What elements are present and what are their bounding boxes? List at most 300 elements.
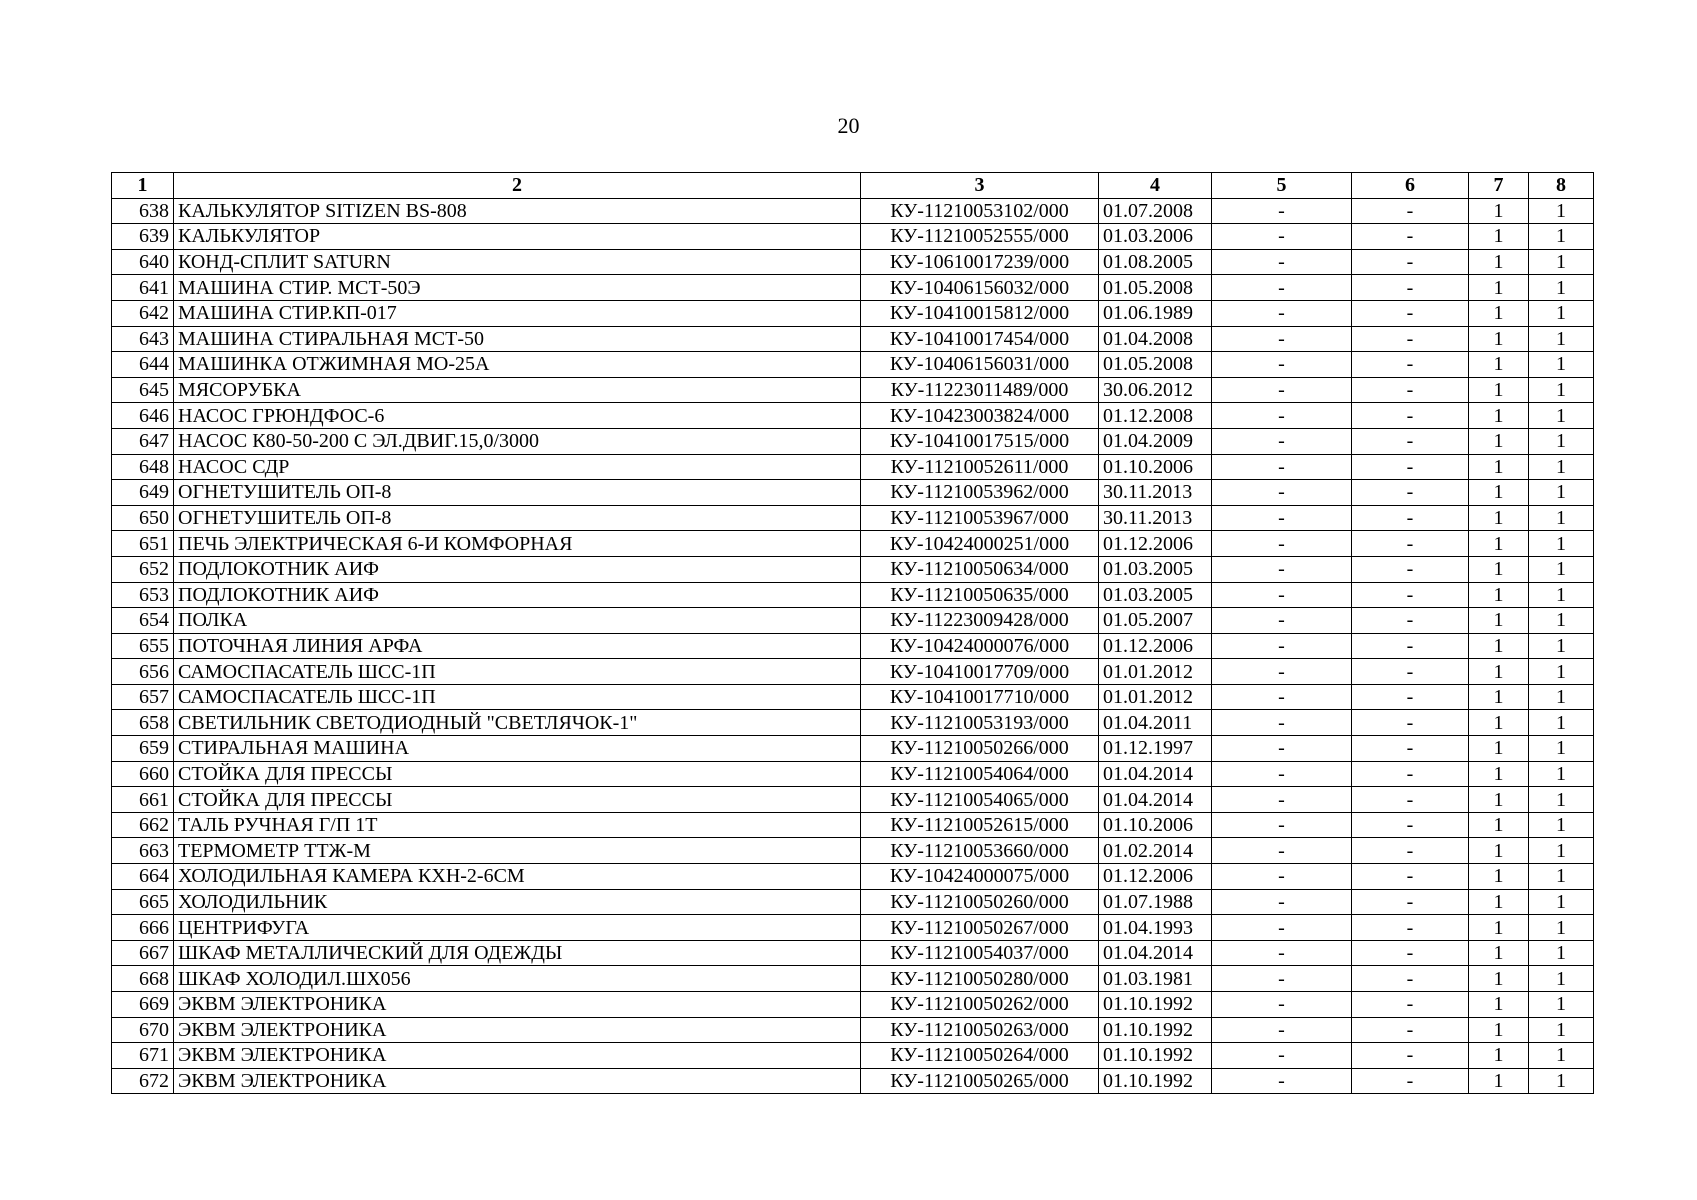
item-name: САМОСПАСАТЕЛЬ ШСС-1П [174, 684, 861, 710]
date-cell: 01.03.2005 [1099, 582, 1212, 608]
col-5-cell: - [1212, 889, 1352, 915]
col-6-cell: - [1352, 275, 1469, 301]
col-7-cell: 1 [1469, 659, 1529, 685]
col-7-cell: 1 [1469, 761, 1529, 787]
col-5-cell: - [1212, 710, 1352, 736]
inventory-code: КУ-10410015812/000 [861, 300, 1099, 326]
row-number: 640 [112, 249, 174, 275]
col-8-cell: 1 [1529, 1068, 1594, 1094]
table-row [112, 838, 1594, 864]
row-number: 641 [112, 275, 174, 301]
inventory-code: КУ-11210053962/000 [861, 480, 1099, 506]
inventory-code: КУ-11210050264/000 [861, 1043, 1099, 1069]
col-5-cell: - [1212, 966, 1352, 992]
inventory-code: КУ-11210052555/000 [861, 224, 1099, 250]
inventory-code: КУ-11210050262/000 [861, 992, 1099, 1018]
date-cell: 01.12.2006 [1099, 633, 1212, 659]
row-number: 653 [112, 582, 174, 608]
table-header [112, 173, 1594, 199]
inventory-code: КУ-10424000251/000 [861, 531, 1099, 557]
date-cell: 01.04.2014 [1099, 787, 1212, 813]
inventory-code: КУ-11210050634/000 [861, 556, 1099, 582]
col-8-cell: 1 [1529, 608, 1594, 634]
col-5-cell: - [1212, 659, 1352, 685]
item-name: ПЕЧЬ ЭЛЕКТРИЧЕСКАЯ 6-И КОМФОРНАЯ [174, 531, 861, 557]
date-cell: 01.04.2011 [1099, 710, 1212, 736]
column-header-7: 7 [1469, 173, 1529, 199]
item-name: ШКАФ ХОЛОДИЛ.ШХ056 [174, 966, 861, 992]
item-name: ПОТОЧНАЯ ЛИНИЯ АРФА [174, 633, 861, 659]
item-name: МАШИНА СТИРАЛЬНАЯ МСТ-50 [174, 326, 861, 352]
col-5-cell: - [1212, 1017, 1352, 1043]
col-8-cell: 1 [1529, 940, 1594, 966]
col-7-cell: 1 [1469, 531, 1529, 557]
date-cell: 01.04.1993 [1099, 915, 1212, 941]
inventory-code: КУ-10424000075/000 [861, 864, 1099, 890]
column-header-6: 6 [1352, 173, 1469, 199]
inventory-code: КУ-11210053102/000 [861, 198, 1099, 224]
col-8-cell: 1 [1529, 633, 1594, 659]
col-8-cell: 1 [1529, 454, 1594, 480]
col-5-cell: - [1212, 249, 1352, 275]
row-number: 658 [112, 710, 174, 736]
table-row [112, 326, 1594, 352]
col-6-cell: - [1352, 659, 1469, 685]
col-5-cell: - [1212, 736, 1352, 762]
date-cell: 01.03.2005 [1099, 556, 1212, 582]
col-7-cell: 1 [1469, 684, 1529, 710]
column-header-3: 3 [861, 173, 1099, 199]
col-8-cell: 1 [1529, 684, 1594, 710]
item-name: НАСОС К80-50-200 С ЭЛ.ДВИГ.15,0/3000 [174, 428, 861, 454]
col-7-cell: 1 [1469, 1068, 1529, 1094]
table-row [112, 454, 1594, 480]
col-5-cell: - [1212, 198, 1352, 224]
col-6-cell: - [1352, 787, 1469, 813]
date-cell: 30.06.2012 [1099, 377, 1212, 403]
col-5-cell: - [1212, 556, 1352, 582]
col-6-cell: - [1352, 428, 1469, 454]
col-7-cell: 1 [1469, 428, 1529, 454]
col-7-cell: 1 [1469, 326, 1529, 352]
date-cell: 30.11.2013 [1099, 480, 1212, 506]
col-6-cell: - [1352, 531, 1469, 557]
item-name: ТАЛЬ РУЧНАЯ Г/П 1Т [174, 812, 861, 838]
item-name: ХОЛОДИЛЬНАЯ КАМЕРА КХН-2-6СМ [174, 864, 861, 890]
col-7-cell: 1 [1469, 352, 1529, 378]
table-row [112, 1043, 1594, 1069]
col-7-cell: 1 [1469, 1043, 1529, 1069]
item-name: МАШИНА СТИР. МСТ-50Э [174, 275, 861, 301]
col-5-cell: - [1212, 684, 1352, 710]
item-name: ПОЛКА [174, 608, 861, 634]
col-7-cell: 1 [1469, 633, 1529, 659]
inventory-code: КУ-10410017710/000 [861, 684, 1099, 710]
col-8-cell: 1 [1529, 812, 1594, 838]
row-number: 648 [112, 454, 174, 480]
col-7-cell: 1 [1469, 505, 1529, 531]
date-cell: 01.08.2005 [1099, 249, 1212, 275]
table-row [112, 505, 1594, 531]
inventory-table [111, 172, 1594, 1094]
row-number: 652 [112, 556, 174, 582]
table-row [112, 633, 1594, 659]
date-cell: 01.05.2008 [1099, 352, 1212, 378]
col-7-cell: 1 [1469, 864, 1529, 890]
row-number: 668 [112, 966, 174, 992]
col-6-cell: - [1352, 300, 1469, 326]
col-8-cell: 1 [1529, 736, 1594, 762]
col-8-cell: 1 [1529, 275, 1594, 301]
col-6-cell: - [1352, 736, 1469, 762]
col-7-cell: 1 [1469, 812, 1529, 838]
row-number: 655 [112, 633, 174, 659]
item-name: НАСОС СДР [174, 454, 861, 480]
col-7-cell: 1 [1469, 889, 1529, 915]
item-name: ЭКВМ ЭЛЕКТРОНИКА [174, 1043, 861, 1069]
col-8-cell: 1 [1529, 864, 1594, 890]
table-row [112, 582, 1594, 608]
col-8-cell: 1 [1529, 582, 1594, 608]
table-row [112, 556, 1594, 582]
item-name: КАЛЬКУЛЯТОР SITIZEN BS-808 [174, 198, 861, 224]
col-6-cell: - [1352, 838, 1469, 864]
date-cell: 01.10.2006 [1099, 812, 1212, 838]
date-cell: 01.12.1997 [1099, 736, 1212, 762]
row-number: 672 [112, 1068, 174, 1094]
item-name: СТОЙКА ДЛЯ ПРЕССЫ [174, 761, 861, 787]
row-number: 639 [112, 224, 174, 250]
row-number: 663 [112, 838, 174, 864]
row-number: 647 [112, 428, 174, 454]
col-7-cell: 1 [1469, 556, 1529, 582]
table-row [112, 198, 1594, 224]
col-7-cell: 1 [1469, 787, 1529, 813]
table-row [112, 889, 1594, 915]
date-cell: 01.01.2012 [1099, 684, 1212, 710]
col-8-cell: 1 [1529, 915, 1594, 941]
table-row [112, 812, 1594, 838]
date-cell: 01.12.2006 [1099, 864, 1212, 890]
date-cell: 01.05.2007 [1099, 608, 1212, 634]
inventory-code: КУ-11223011489/000 [861, 377, 1099, 403]
item-name: СТОЙКА ДЛЯ ПРЕССЫ [174, 787, 861, 813]
date-cell: 01.06.1989 [1099, 300, 1212, 326]
col-6-cell: - [1352, 966, 1469, 992]
col-8-cell: 1 [1529, 761, 1594, 787]
col-5-cell: - [1212, 940, 1352, 966]
item-name: СВЕТИЛЬНИК СВЕТОДИОДНЫЙ "СВЕТЛЯЧОК-1" [174, 710, 861, 736]
table-row [112, 710, 1594, 736]
item-name: НАСОС ГРЮНДФОС-6 [174, 403, 861, 429]
table-row [112, 377, 1594, 403]
col-5-cell: - [1212, 864, 1352, 890]
table-row [112, 992, 1594, 1018]
table-row [112, 1068, 1594, 1094]
column-header-1: 1 [112, 173, 174, 199]
col-6-cell: - [1352, 992, 1469, 1018]
page-number: 20 [837, 113, 860, 138]
col-7-cell: 1 [1469, 736, 1529, 762]
inventory-code: КУ-11210050280/000 [861, 966, 1099, 992]
header-row [112, 173, 1594, 199]
inventory-code: КУ-10410017709/000 [861, 659, 1099, 685]
col-6-cell: - [1352, 198, 1469, 224]
col-8-cell: 1 [1529, 377, 1594, 403]
col-5-cell: - [1212, 992, 1352, 1018]
col-7-cell: 1 [1469, 915, 1529, 941]
row-number: 644 [112, 352, 174, 378]
col-7-cell: 1 [1469, 403, 1529, 429]
date-cell: 01.10.1992 [1099, 1043, 1212, 1069]
col-7-cell: 1 [1469, 838, 1529, 864]
col-8-cell: 1 [1529, 300, 1594, 326]
col-6-cell: - [1352, 249, 1469, 275]
inventory-code: КУ-11210054037/000 [861, 940, 1099, 966]
inventory-code: КУ-10406156031/000 [861, 352, 1099, 378]
date-cell: 01.04.2014 [1099, 940, 1212, 966]
col-6-cell: - [1352, 556, 1469, 582]
col-5-cell: - [1212, 352, 1352, 378]
inventory-code: КУ-10610017239/000 [861, 249, 1099, 275]
inventory-code: КУ-10424000076/000 [861, 633, 1099, 659]
col-5-cell: - [1212, 377, 1352, 403]
col-8-cell: 1 [1529, 403, 1594, 429]
col-6-cell: - [1352, 505, 1469, 531]
item-name: ПОДЛОКОТНИК АИФ [174, 582, 861, 608]
col-7-cell: 1 [1469, 966, 1529, 992]
col-6-cell: - [1352, 582, 1469, 608]
col-6-cell: - [1352, 710, 1469, 736]
col-8-cell: 1 [1529, 531, 1594, 557]
col-6-cell: - [1352, 633, 1469, 659]
table-row [112, 736, 1594, 762]
table-row [112, 403, 1594, 429]
col-8-cell: 1 [1529, 505, 1594, 531]
table-row [112, 608, 1594, 634]
col-8-cell: 1 [1529, 787, 1594, 813]
row-number: 667 [112, 940, 174, 966]
row-number: 659 [112, 736, 174, 762]
inventory-code: КУ-10406156032/000 [861, 275, 1099, 301]
col-5-cell: - [1212, 428, 1352, 454]
col-7-cell: 1 [1469, 608, 1529, 634]
inventory-code: КУ-11210050263/000 [861, 1017, 1099, 1043]
col-7-cell: 1 [1469, 582, 1529, 608]
col-5-cell: - [1212, 787, 1352, 813]
col-7-cell: 1 [1469, 710, 1529, 736]
col-7-cell: 1 [1469, 1017, 1529, 1043]
date-cell: 01.03.2006 [1099, 224, 1212, 250]
col-8-cell: 1 [1529, 992, 1594, 1018]
item-name: КАЛЬКУЛЯТОР [174, 224, 861, 250]
col-6-cell: - [1352, 1068, 1469, 1094]
date-cell: 01.10.1992 [1099, 1068, 1212, 1094]
column-header-4: 4 [1099, 173, 1212, 199]
column-header-2: 2 [174, 173, 861, 199]
inventory-code: КУ-10423003824/000 [861, 403, 1099, 429]
table-row [112, 480, 1594, 506]
col-7-cell: 1 [1469, 300, 1529, 326]
item-name: ЭКВМ ЭЛЕКТРОНИКА [174, 1017, 861, 1043]
col-6-cell: - [1352, 352, 1469, 378]
row-number: 669 [112, 992, 174, 1018]
column-header-8: 8 [1529, 173, 1594, 199]
col-6-cell: - [1352, 864, 1469, 890]
table-row [112, 428, 1594, 454]
date-cell: 30.11.2013 [1099, 505, 1212, 531]
col-6-cell: - [1352, 812, 1469, 838]
row-number: 651 [112, 531, 174, 557]
row-number: 671 [112, 1043, 174, 1069]
date-cell: 01.10.1992 [1099, 1017, 1212, 1043]
col-7-cell: 1 [1469, 224, 1529, 250]
item-name: МЯСОРУБКА [174, 377, 861, 403]
col-5-cell: - [1212, 761, 1352, 787]
col-8-cell: 1 [1529, 198, 1594, 224]
item-name: САМОСПАСАТЕЛЬ ШСС-1П [174, 659, 861, 685]
col-7-cell: 1 [1469, 249, 1529, 275]
row-number: 657 [112, 684, 174, 710]
table-row [112, 966, 1594, 992]
inventory-code: КУ-11210050260/000 [861, 889, 1099, 915]
row-number: 645 [112, 377, 174, 403]
inventory-code: КУ-11223009428/000 [861, 608, 1099, 634]
col-6-cell: - [1352, 326, 1469, 352]
col-5-cell: - [1212, 275, 1352, 301]
col-5-cell: - [1212, 812, 1352, 838]
item-name: МАШИНА СТИР.КП-017 [174, 300, 861, 326]
item-name: ОГНЕТУШИТЕЛЬ ОП-8 [174, 505, 861, 531]
date-cell: 01.05.2008 [1099, 275, 1212, 301]
table-row [112, 275, 1594, 301]
row-number: 670 [112, 1017, 174, 1043]
row-number: 665 [112, 889, 174, 915]
col-6-cell: - [1352, 761, 1469, 787]
inventory-code: КУ-11210050635/000 [861, 582, 1099, 608]
date-cell: 01.07.2008 [1099, 198, 1212, 224]
date-cell: 01.04.2009 [1099, 428, 1212, 454]
col-5-cell: - [1212, 454, 1352, 480]
item-name: МАШИНКА ОТЖИМНАЯ МО-25А [174, 352, 861, 378]
row-number: 664 [112, 864, 174, 890]
inventory-code: КУ-11210052615/000 [861, 812, 1099, 838]
col-6-cell: - [1352, 403, 1469, 429]
col-5-cell: - [1212, 224, 1352, 250]
col-8-cell: 1 [1529, 224, 1594, 250]
table-row [112, 1017, 1594, 1043]
inventory-code: КУ-10410017515/000 [861, 428, 1099, 454]
item-name: ЭКВМ ЭЛЕКТРОНИКА [174, 1068, 861, 1094]
col-6-cell: - [1352, 608, 1469, 634]
date-cell: 01.07.1988 [1099, 889, 1212, 915]
col-6-cell: - [1352, 454, 1469, 480]
col-8-cell: 1 [1529, 556, 1594, 582]
inventory-code: КУ-11210053193/000 [861, 710, 1099, 736]
col-5-cell: - [1212, 1043, 1352, 1069]
col-8-cell: 1 [1529, 326, 1594, 352]
col-7-cell: 1 [1469, 275, 1529, 301]
date-cell: 01.01.2012 [1099, 659, 1212, 685]
col-5-cell: - [1212, 326, 1352, 352]
col-7-cell: 1 [1469, 940, 1529, 966]
col-5-cell: - [1212, 505, 1352, 531]
date-cell: 01.10.2006 [1099, 454, 1212, 480]
item-name: ТЕРМОМЕТР ТТЖ-М [174, 838, 861, 864]
col-8-cell: 1 [1529, 352, 1594, 378]
row-number: 661 [112, 787, 174, 813]
table-row [112, 352, 1594, 378]
col-6-cell: - [1352, 224, 1469, 250]
col-8-cell: 1 [1529, 249, 1594, 275]
row-number: 660 [112, 761, 174, 787]
table-row [112, 659, 1594, 685]
col-6-cell: - [1352, 684, 1469, 710]
date-cell: 01.03.1981 [1099, 966, 1212, 992]
col-8-cell: 1 [1529, 1043, 1594, 1069]
table-row [112, 940, 1594, 966]
col-7-cell: 1 [1469, 992, 1529, 1018]
col-7-cell: 1 [1469, 480, 1529, 506]
col-5-cell: - [1212, 838, 1352, 864]
row-number: 656 [112, 659, 174, 685]
col-6-cell: - [1352, 940, 1469, 966]
col-5-cell: - [1212, 608, 1352, 634]
col-7-cell: 1 [1469, 454, 1529, 480]
row-number: 642 [112, 300, 174, 326]
inventory-code: КУ-10410017454/000 [861, 326, 1099, 352]
table-row [112, 300, 1594, 326]
col-6-cell: - [1352, 889, 1469, 915]
inventory-code: КУ-11210053967/000 [861, 505, 1099, 531]
inventory-code: КУ-11210054065/000 [861, 787, 1099, 813]
table-row [112, 684, 1594, 710]
col-8-cell: 1 [1529, 428, 1594, 454]
row-number: 649 [112, 480, 174, 506]
col-8-cell: 1 [1529, 1017, 1594, 1043]
row-number: 638 [112, 198, 174, 224]
col-8-cell: 1 [1529, 966, 1594, 992]
col-6-cell: - [1352, 915, 1469, 941]
col-5-cell: - [1212, 633, 1352, 659]
col-8-cell: 1 [1529, 838, 1594, 864]
col-6-cell: - [1352, 377, 1469, 403]
item-name: ШКАФ МЕТАЛЛИЧЕСКИЙ ДЛЯ ОДЕЖДЫ [174, 940, 861, 966]
col-5-cell: - [1212, 531, 1352, 557]
table-row [112, 915, 1594, 941]
row-number: 646 [112, 403, 174, 429]
col-6-cell: - [1352, 480, 1469, 506]
col-7-cell: 1 [1469, 377, 1529, 403]
col-8-cell: 1 [1529, 710, 1594, 736]
date-cell: 01.04.2008 [1099, 326, 1212, 352]
col-6-cell: - [1352, 1043, 1469, 1069]
table-row [112, 864, 1594, 890]
col-8-cell: 1 [1529, 480, 1594, 506]
item-name: ХОЛОДИЛЬНИК [174, 889, 861, 915]
inventory-code: КУ-11210052611/000 [861, 454, 1099, 480]
row-number: 643 [112, 326, 174, 352]
col-5-cell: - [1212, 582, 1352, 608]
row-number: 666 [112, 915, 174, 941]
date-cell: 01.12.2006 [1099, 531, 1212, 557]
col-5-cell: - [1212, 480, 1352, 506]
col-5-cell: - [1212, 915, 1352, 941]
inventory-code: КУ-11210050267/000 [861, 915, 1099, 941]
item-name: ЦЕНТРИФУГА [174, 915, 861, 941]
table-row [112, 224, 1594, 250]
table-body [112, 198, 1594, 1094]
